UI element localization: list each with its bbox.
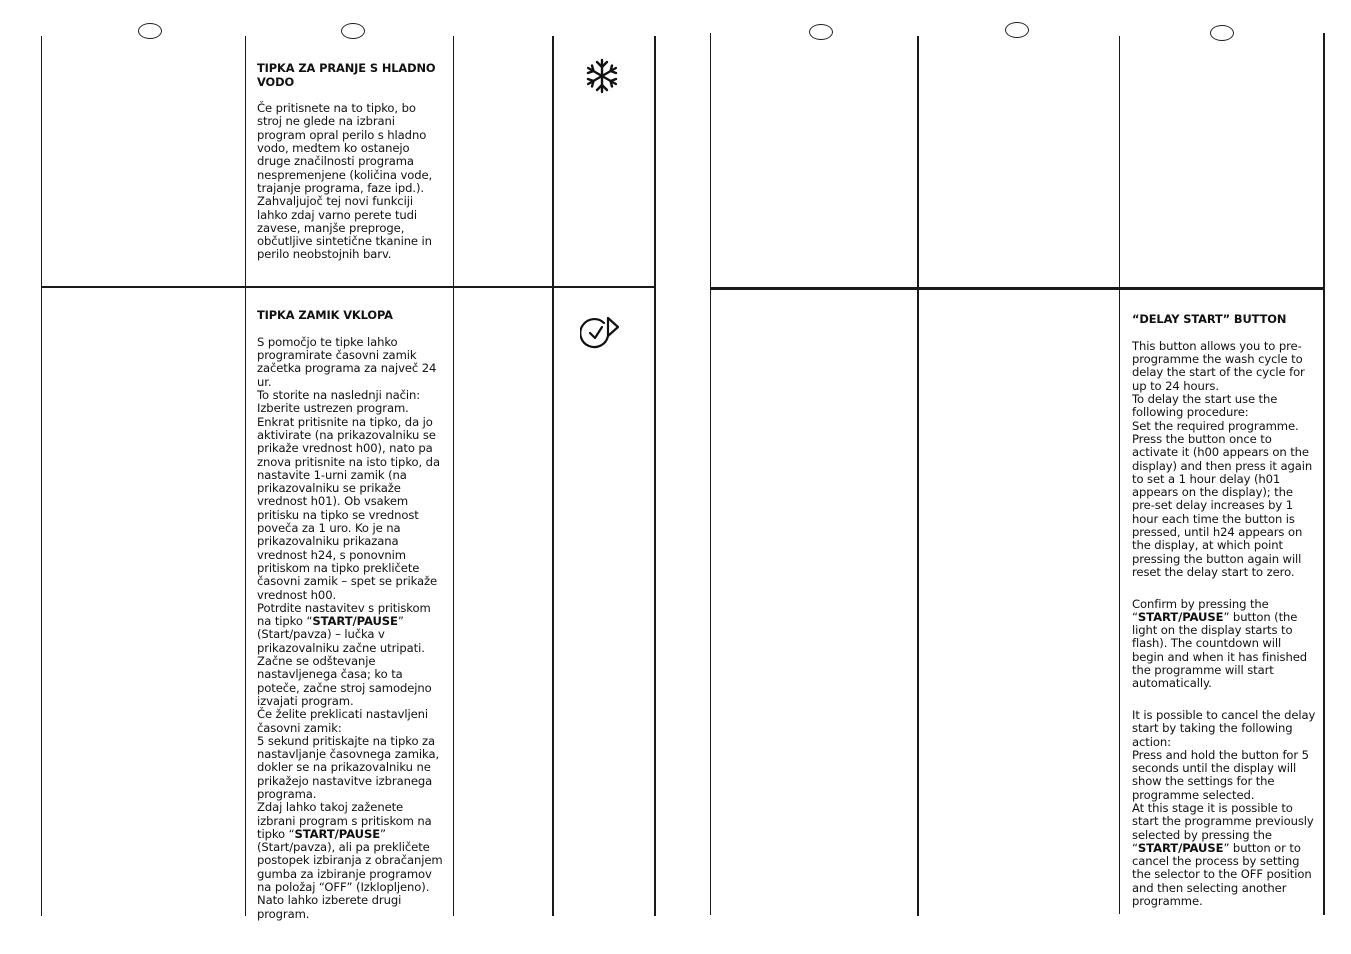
delay-start-para3-en-part1: It is possible to cancel the delay start by taking the following action: Press and hold the button for 5 seconds until the display will show the settings for the programme selected. At this stage it is possible to start the programme previously selected by pressing the “ [1132, 707, 1316, 855]
cold-wash-body: Če pritisnete na to tipko, bo stroj ne glede na izbrani program opral perilo s hladno vodo, medtem ko ostanejo druge značilnosti programa nespremenjene (količina vode, trajanje programa, faze ipd.). Zahvaljujoč tej novi funkciji lahko zdaj varno perete tudi zavese, manjše preproge, občutljive sintetične tkanine in perilo neobstojnih barv. [257, 101, 433, 262]
section-divider [711, 287, 1325, 290]
column-rule [453, 36, 454, 916]
delay-start-body-sl-part1: S pomočjo te tipke lahko programirate časovni zamik začetka programa za največ 24 ur. To storite na naslednji način: Izberite ustrezen program. Enkrat pritisnite na tipko, da jo aktivirate (na prikazovalniku se prikaže vrednost h00), nato pa znova pritisnite na isto tipko, da nastavite 1-urni zamik (na prikazovalniku se prikaže vrednost h01). Ob vsakem pritisku na tipko se vrednost poveča za 1 uro. Ko je na prikazovalniku prikazana vrednost h24, s ponovnim pritiskom na tipko prekličete časovni zamik – spet se prikaže vrednost h00. Potrdite nastavitev s pritiskom na tipko “ [257, 334, 440, 629]
column-rule [245, 36, 246, 916]
column-rule [917, 36, 919, 916]
column-rule [1323, 33, 1325, 915]
section-divider [41, 286, 655, 288]
delay-start-para3-en [1132, 709, 1316, 908]
language-marker-oval-5 [1210, 25, 1234, 41]
language-marker-oval-2 [341, 23, 365, 39]
column-rule [654, 36, 656, 916]
language-marker-oval-4 [1005, 22, 1029, 38]
snowflake-icon [584, 58, 620, 98]
delay-start-section-sl [257, 296, 443, 934]
delay-start-para2-en-part2: ” button (the light on the display starts to flash). The countdown will begin and when it has finished the programme will start automatically. [1132, 609, 1307, 691]
language-marker-oval-3 [809, 24, 833, 40]
start-pause-label: START/PAUSE [312, 614, 398, 629]
delay-start-title-en: “DELAY START” BUTTON [1132, 312, 1287, 327]
column-rule [710, 33, 711, 915]
cold-wash-title: TIPKA ZA PRANJE S HLADNO VODO [257, 61, 436, 89]
delay-start-body-sl-part3: ” (Start/pavza), ali pa prekličete postopek izbiranja z obračanjem gumba za izbiranje programov na položaj “OFF” (Izklopljeno). Nato lahko izberete drugi program. [257, 826, 443, 921]
start-pause-label: START/PAUSE [294, 826, 381, 841]
delay-start-section-en [1132, 300, 1316, 922]
cold-wash-section [257, 49, 443, 275]
delay-start-body-sl-part2: ” (Start/pavza) – lučka v prikazovalniku začne utripati. Začne se odštevanje nastavljenega časa; ko ta poteče, začne stroj samodejno izvajati program. Če želite preklicati nastavljeni časovni zamik: 5 sekund pritiskajte na tipko za nastavljanje časovnega zamika, dokler se na prikazovalniku ne prikažejo nastavitve izbranega programa. Zdaj lahko takoj zaženete izbrani program s pritiskom na tipko “ [257, 614, 440, 841]
delay-clock-icon [580, 314, 622, 356]
start-pause-label: START/PAUSE [1137, 840, 1224, 855]
delay-start-para2-en [1132, 598, 1316, 691]
delay-start-title-sl: TIPKA ZAMIK VKLOPA [257, 308, 393, 323]
language-marker-oval-1 [138, 23, 162, 39]
delay-start-para3-en-part2: ” button or to cancel the process by setting the selector to the OFF position and then selecting another programme. [1132, 840, 1312, 909]
start-pause-label: START/PAUSE [1137, 609, 1224, 624]
column-rule [1119, 36, 1120, 914]
column-rule [41, 36, 42, 916]
delay-start-body-sl [257, 336, 443, 921]
delay-start-para2-en-part1: Confirm by pressing the “ [1132, 596, 1269, 624]
delay-start-para1-en: This button allows you to pre-programme the wash cycle to delay the start of the cycle for up to 24 hours. To delay the start use the following procedure: Set the required programme. Press the button once to activate it (h00 appears on the display) and then press it again to set a 1 hour delay (h01 appears on the display); the pre-set delay increases by 1 hour each time the button is pressed, until h24 appears on the display, at which point pressing the button again will reset the delay start to zero. [1132, 338, 1313, 579]
column-rule [552, 36, 554, 916]
